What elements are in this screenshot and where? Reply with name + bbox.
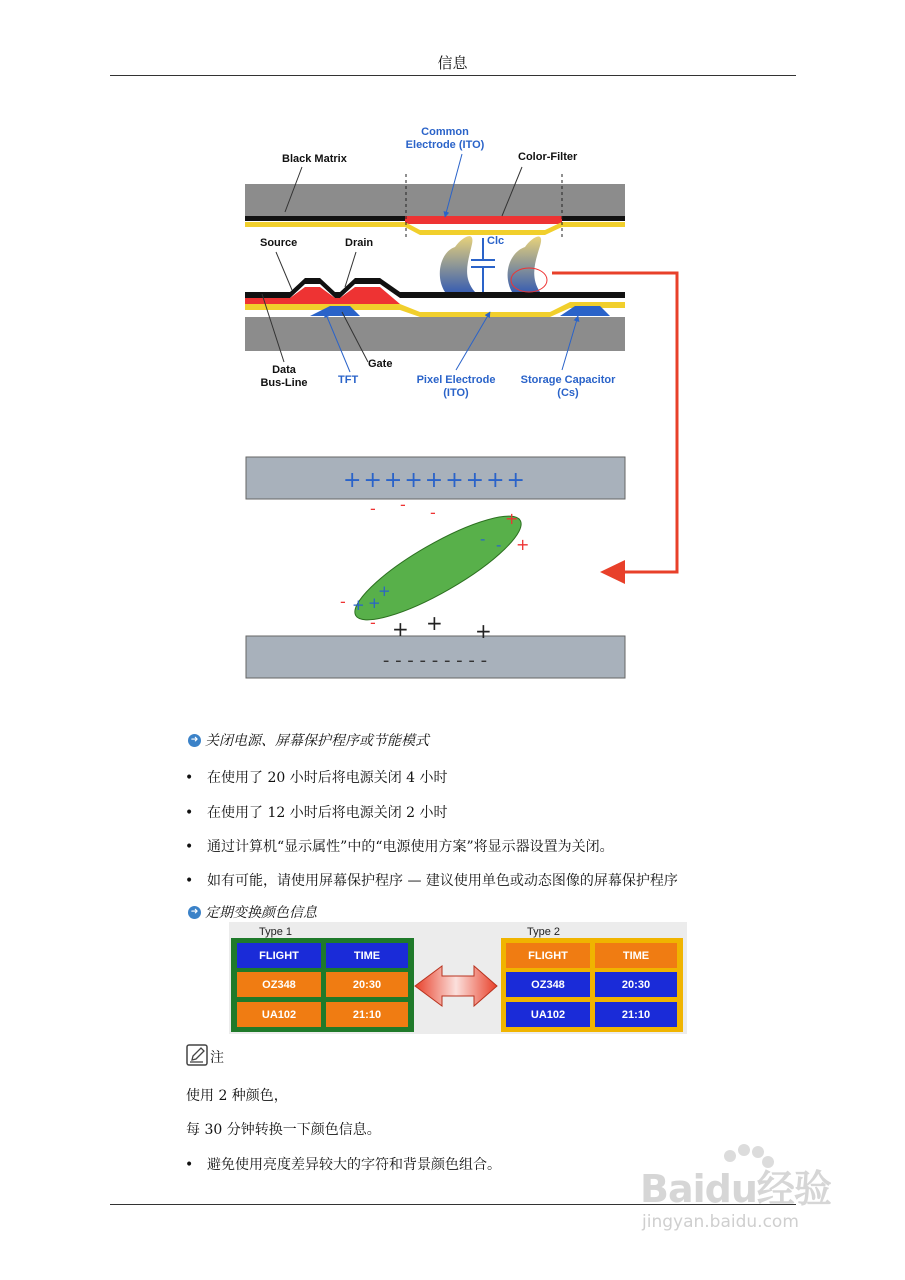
bullet-text: 在使用了 20 小时后将电源关闭 4 小时 xyxy=(207,770,448,786)
watermark-sub: jingyan.baidu.com xyxy=(642,1212,799,1232)
top-plate-charges: +++++++++ xyxy=(343,468,527,493)
svg-text:+: + xyxy=(475,619,492,643)
type1-cell: TIME xyxy=(353,950,381,962)
svg-text:+: + xyxy=(392,617,409,641)
section2-title: 定期变换颜色信息 xyxy=(205,905,317,921)
color-filter-label: Color-Filter xyxy=(518,151,578,163)
svg-text:+: + xyxy=(426,611,443,635)
watermark-main: Baidu经验 xyxy=(640,1167,831,1211)
bullet-text: 避免使用亮度差异较大的字符和背景颜色组合。 xyxy=(207,1157,501,1173)
list-item: • 在使用了 12 小时后将电源关闭 2 小时 xyxy=(185,805,448,821)
bottom-plate-charges: - - - - - - - - - xyxy=(382,650,488,671)
list-item: • 通过计算机“显示属性”中的“电源使用方案”将显示器设置为关闭。 xyxy=(185,839,614,855)
black-matrix-label: Black Matrix xyxy=(282,153,347,165)
type2-cell: 20:30 xyxy=(621,979,651,991)
pixel-electrode-label-1: Pixel Electrode xyxy=(416,374,496,386)
svg-text:-: - xyxy=(430,503,436,522)
pixel-electrode-label-2: (ITO) xyxy=(443,387,469,399)
note-label: 注 xyxy=(210,1050,224,1066)
type2-cell: TIME xyxy=(622,950,650,962)
note-heading xyxy=(186,1044,224,1067)
storage-capacitor-label-1: Storage Capacitor xyxy=(520,374,616,386)
svg-text:-: - xyxy=(480,530,486,548)
type2-cell: UA102 xyxy=(530,1009,566,1021)
type1-cell: 21:10 xyxy=(352,1009,382,1021)
svg-text:-: - xyxy=(340,592,346,611)
type1-cell: 20:30 xyxy=(352,979,382,991)
common-electrode-label-2: Electrode (ITO) xyxy=(405,139,485,151)
page-header-title: 信息 xyxy=(437,54,468,72)
note-line: 每 30 分钟转换一下颜色信息。 xyxy=(186,1122,381,1138)
arrow-right-circle-icon: ➜ xyxy=(188,734,201,747)
storage-capacitor-label-2: (Cs) xyxy=(557,387,579,399)
drain-label: Drain xyxy=(345,237,374,249)
svg-text:+: + xyxy=(368,594,381,612)
lcd-cell-diagram xyxy=(240,112,700,692)
svg-text:-: - xyxy=(400,495,406,514)
svg-text:-: - xyxy=(496,536,502,554)
bullet-text: 在使用了 12 小时后将电源关闭 2 小时 xyxy=(207,805,448,821)
data-bus-line-label-1: Data xyxy=(272,364,296,376)
header-rule xyxy=(110,75,796,76)
svg-text:+: + xyxy=(378,582,391,600)
type1-label: Type 1 xyxy=(259,926,293,938)
bullet-text: 如有可能，请使用屏幕保护程序 — 建议使用单色或动态图像的屏幕保护程序 xyxy=(207,873,678,889)
svg-text:-: - xyxy=(370,499,376,518)
note-pencil-icon xyxy=(186,1044,208,1066)
common-electrode-label-1: Common xyxy=(421,126,469,138)
section2-heading xyxy=(188,902,317,922)
type2-cell: FLIGHT xyxy=(528,950,568,962)
section1-heading xyxy=(188,730,429,750)
list-item: • 避免使用亮度差异较大的字符和背景颜色组合。 xyxy=(185,1157,501,1173)
arrow-right-circle-icon: ➜ xyxy=(188,906,201,919)
note-line: 使用 2 种颜色， xyxy=(186,1088,288,1104)
type2-label: Type 2 xyxy=(527,926,561,938)
data-bus-line-label-2: Bus-Line xyxy=(260,377,308,389)
type1-cell: OZ348 xyxy=(262,979,296,991)
type1-cell: UA102 xyxy=(261,1009,297,1021)
svg-text:+: + xyxy=(505,509,519,528)
type2-cell: 21:10 xyxy=(621,1009,651,1021)
type2-cell: OZ348 xyxy=(531,979,565,991)
section1-title: 关闭电源、屏幕保护程序或节能模式 xyxy=(205,733,429,749)
list-item: • 在使用了 20 小时后将电源关闭 4 小时 xyxy=(185,770,448,786)
svg-text:-: - xyxy=(370,613,376,632)
color-type-figure xyxy=(229,922,687,1034)
watermark xyxy=(640,1148,855,1243)
svg-text:+: + xyxy=(516,535,530,554)
gate-label: Gate xyxy=(368,358,393,370)
type1-cell: FLIGHT xyxy=(259,950,299,962)
svg-text:+: + xyxy=(352,596,365,614)
clc-label: Clc xyxy=(487,235,505,247)
source-label: Source xyxy=(260,237,298,249)
tft-label: TFT xyxy=(338,374,359,386)
list-item: • 如有可能，请使用屏幕保护程序 — 建议使用单色或动态图像的屏幕保护程序 xyxy=(185,873,678,889)
bullet-text: 通过计算机“显示属性”中的“电源使用方案”将显示器设置为关闭。 xyxy=(207,839,614,855)
